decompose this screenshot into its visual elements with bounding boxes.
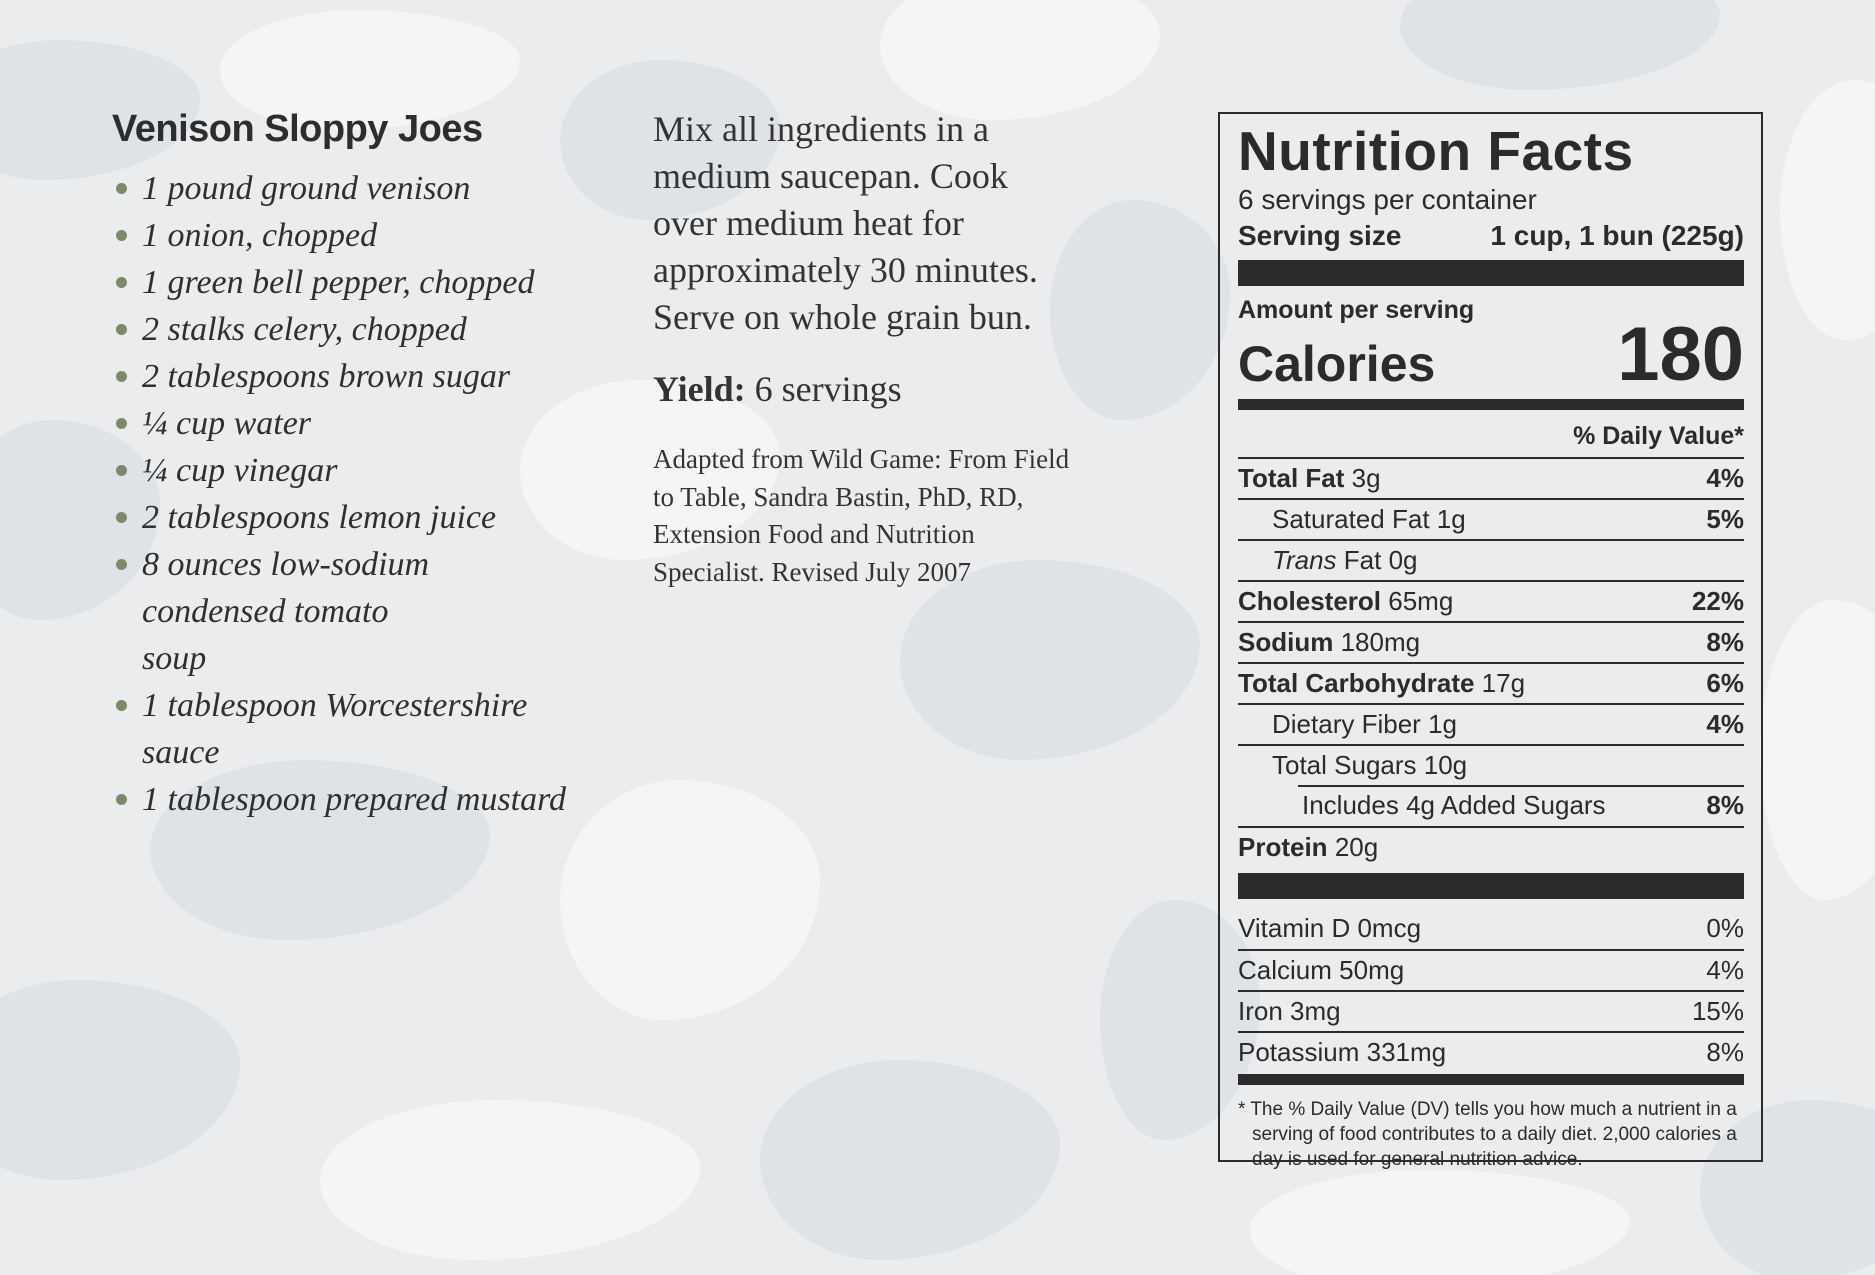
serving-size-label: Serving size	[1238, 219, 1402, 251]
yield-label: Yield:	[653, 369, 746, 409]
bullet-icon	[116, 324, 127, 335]
divider-medium	[1238, 1074, 1744, 1085]
ingredient-item: ¼ cup vinegar	[112, 447, 612, 494]
nutrient-row-total-sugars: Total Sugars 10g	[1238, 744, 1744, 785]
bullet-icon	[116, 794, 127, 805]
vitamin-row-vitamin-d: Vitamin D 0mcg 0%	[1238, 912, 1744, 943]
nutrient-row-saturated-fat: Saturated Fat 1g 5%	[1238, 498, 1744, 539]
vitamin-row-iron: Iron 3mg 15%	[1238, 990, 1744, 1031]
ingredient-item: 1 pound ground venison	[112, 165, 612, 212]
vitamin-list	[1238, 908, 1744, 1072]
nutrient-row-cholesterol: Cholesterol 65mg 22%	[1238, 580, 1744, 621]
ingredient-item: 2 tablespoons brown sugar	[112, 353, 612, 400]
bullet-icon	[116, 230, 127, 241]
serving-size-value: 1 cup, 1 bun (225g)	[1490, 219, 1744, 251]
bullet-icon	[116, 559, 127, 570]
nutrient-row-trans-fat: Trans Fat 0g	[1238, 539, 1744, 580]
vitamin-row-calcium: Calcium 50mg 4%	[1238, 949, 1744, 990]
nutrient-row-sodium: Sodium 180mg 8%	[1238, 621, 1744, 662]
ingredient-item: 8 ounces low-sodium condensed tomato soup	[112, 541, 442, 682]
serving-size-row	[1238, 220, 1744, 252]
ingredient-item: 2 stalks celery, chopped	[112, 306, 612, 353]
ingredient-item: 2 tablespoons lemon juice	[112, 494, 612, 541]
ingredient-item: 1 green bell pepper, chopped	[112, 259, 612, 306]
bullet-icon	[116, 277, 127, 288]
amount-per-serving: Amount per serving	[1238, 295, 1475, 324]
bullet-icon	[116, 371, 127, 382]
directions-column	[653, 106, 1073, 591]
bullet-icon	[116, 183, 127, 194]
ingredient-item: 1 onion, chopped	[112, 212, 612, 259]
bullet-icon	[116, 700, 127, 711]
source-credit: Adapted from Wild Game: From Field to Table, Sandra Bastin, PhD, RD, Extension Food and Nutrition Specialist. Revised July 2007	[653, 444, 1070, 587]
bullet-icon	[116, 418, 127, 429]
servings-per-container: 6 servings per container	[1238, 184, 1537, 215]
calories-row	[1238, 311, 1744, 397]
bullet-icon	[116, 512, 127, 523]
recipe-column	[112, 108, 612, 823]
nutrient-row-total-fat: Total Fat 3g 4%	[1238, 457, 1744, 498]
divider-thick	[1238, 260, 1744, 286]
yield-value: 6 servings	[754, 369, 902, 409]
nutrient-row-protein: Protein 20g	[1238, 826, 1744, 867]
ingredient-item: 1 tablespoon Worcestershire sauce	[112, 682, 612, 776]
ingredient-item: 1 tablespoon prepared mustard	[112, 776, 612, 823]
nutrition-facts-label	[1218, 112, 1763, 1170]
yield-line	[653, 366, 1073, 413]
bullet-icon	[116, 465, 127, 476]
recipe-title: Venison Sloppy Joes	[112, 108, 483, 150]
calories-label: Calories	[1238, 335, 1436, 392]
daily-value-header: % Daily Value*	[1573, 421, 1744, 450]
method-text: Mix all ingredients in a medium saucepan. Cook over medium heat for approximately 30 minutes. Serve on whole grain bun.	[653, 109, 1038, 337]
divider-thick	[1238, 873, 1744, 899]
divider-medium	[1238, 399, 1744, 410]
nutrient-row-added-sugars: Includes 4g Added Sugars 8%	[1238, 785, 1744, 826]
nutrient-row-total-carbohydrate: Total Carbohydrate 17g 6%	[1238, 662, 1744, 703]
vitamin-row-potassium: Potassium 331mg 8%	[1238, 1031, 1744, 1072]
ingredient-item: ¼ cup water	[112, 400, 612, 447]
nutrition-heading: Nutrition Facts	[1238, 120, 1634, 182]
ingredient-list	[112, 165, 612, 823]
daily-value-footnote: * The % Daily Value (DV) tells you how much a nutrient in a serving of food contributes to a daily diet. 2,000 calories a day is used for general nutrition advice.	[1238, 1098, 1737, 1170]
calories-value: 180	[1617, 311, 1744, 397]
nutrient-row-dietary-fiber: Dietary Fiber 1g 4%	[1238, 703, 1744, 744]
